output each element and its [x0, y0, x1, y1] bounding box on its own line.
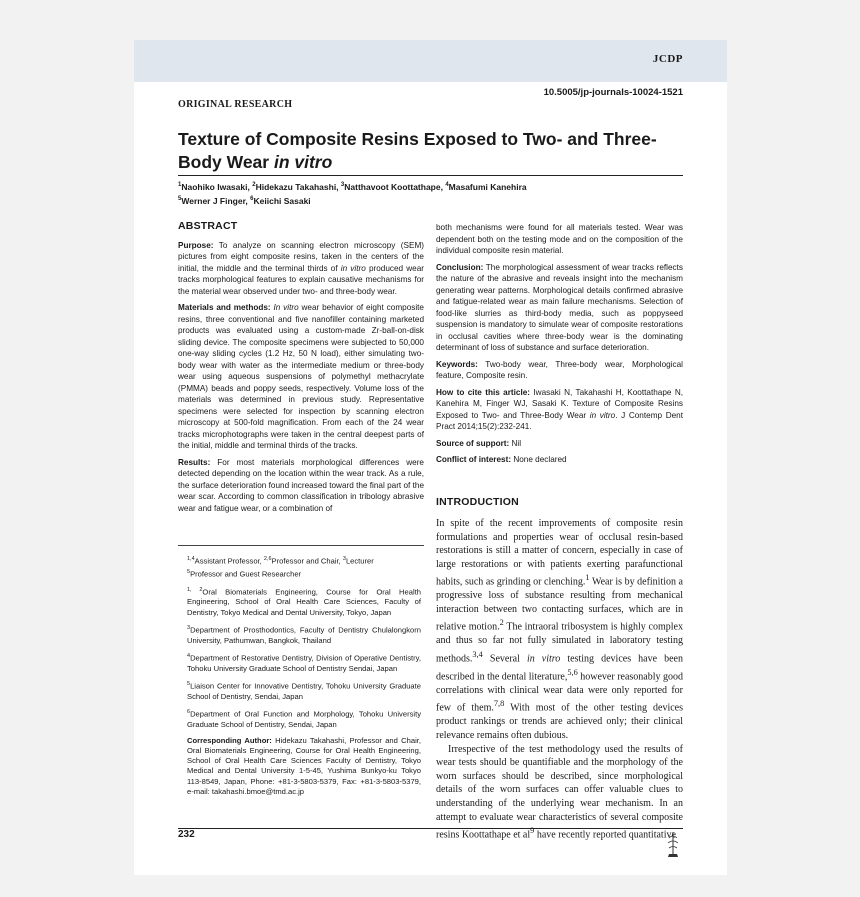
intro-paragraph: In spite of the recent improvements of composite resin formulations and properties wear of occlusal resin-based restorations is still a matter of concern, especially in case of large restorations or with patients exerting parafunctional habits, such as grinding or clenching.$^1$ Wear is by definition a progressive loss of substance resulting from mechanical interaction between two contacting surfaces, which are in relative motion.$^2$ The intraoral tribosystem is highly complex and thus so far not fully simulated in laboratory testing methods.$^{3,4}$ Several in vitro testing devices have been described in the dental literature,$^{5,6}$ however reasonably good correlations with clinical wear data were only reported for few of them.$^{7,8}$ With most of the other testing devices product rankings or trends are achieved only; their clinical relevance remains often dubious.	[436, 518, 684, 741]
keywords: Keywords: Two-body wear, Three-body wear, Morphological feature, Composite resin.	[436, 359, 683, 380]
author-roles: $^{1,4}$Assistant Professor, $^{2,6}$Professor and Chair, $^3$Lecturer $^5$Professor and Guest Researcher	[187, 556, 374, 579]
abstract-results: Results: For most materials morphological differences were detected depending on the location within the wear track. As a rule, the surface deterioration found increased toward the final part of the wear scar. According to common classification in tribology abrasive wear and fatigue wear, or a combination of	[178, 457, 424, 513]
abstract-results-continued: both mechanisms were found for all materials tested. Wear was dependent both on the testing mode and on the composition of the individual composite resin material.	[436, 223, 683, 255]
page-number: 232	[178, 829, 195, 840]
intro-paragraph: Irrespective of the test methodology used the results of wear tests should be quantifiable and the morphology of the worn surfaces should be described, since morphological details of the worn surfaces can offer valuable clues to understanding of the underlying wear mechanism. In an attempt to evaluate wear characteristics of several composite resins Koottathape et $al^9$ have recently reported quantitative	[436, 743, 683, 841]
author: $^4$Masafumi Kanehira	[445, 181, 527, 192]
abstract-conclusion: Conclusion: The morphological assessment of wear tracks reflects the nature of the abrasive and reveals insight into the mechanism generating wear patterns. Morphological details confirmed abrasive and fatigue-related wear as main failure mechanisms. Selection of food-like slurries as third-body media, such as poppyseed suspension is mandatory to simulate wear of composite restorations in occlusal cavities where three-body wear is the dominating determinant of loss of substance and surface deterioration.	[436, 262, 683, 352]
corresponding-author: Corresponding Author: Hidekazu Takahashi, Professor and Chair, Oral Biomaterials Engineering, Course for Oral Health Engineering, School of Oral Health Care Sciences Faculty of Dentistry, Tokyo Medical and Dental University 1-5-45, Yushima Bunkyo-ku Tokyo 113-8549, Japan, Phone: +81-3-5803-5379, Fax: +81-3-5803-5379, e-mail: takahashi.bmoe@tmd.ac.jp	[187, 735, 421, 797]
introduction-heading: INTRODUCTION	[436, 496, 519, 508]
abstract-column-right	[436, 222, 683, 471]
journal-page	[134, 40, 727, 875]
publisher-logo-icon	[665, 830, 681, 860]
introduction-body	[436, 517, 683, 842]
affiliation: $^6$Department of Oral Function and Morphology, Tohoku University Graduate School of Dentistry, Sendai, Japan	[187, 709, 421, 730]
author: $^6$Keiichi Sasaki	[250, 195, 311, 206]
abstract-purpose: Purpose: To analyze on scanning electron microscopy (SEM) pictures from eight composite resins, taken in the centers of the initial, the middle and the terminal thirds of in vitro produced wear tracks morphological features to explain causative mechanisms for the material wear observed under two- and three-body wear.	[178, 240, 424, 296]
author: $^1$Naohiko Iwasaki,	[178, 181, 253, 192]
author: $^5$Werner J Finger,	[178, 195, 251, 206]
abstract-heading: ABSTRACT	[178, 220, 238, 232]
affiliation: $^{1, 2}$Oral Biomaterials Engineering, Course for Oral Health Engineering, School of Oral Health Care Sciences, Faculty of Dentistry, Tokyo Medical and Dental University, Tokyo, Japan	[187, 586, 421, 617]
affiliation: $^3$Department of Prosthodontics, Faculty of Dentistry Chulalongkorn University, Pathumwan, Bangkok, Thailand	[187, 625, 421, 645]
abstract-methods: Materials and methods: In vitro wear behavior of eight composite resins, three conventional and five nanofiller containing marketed products was evaluated using a custom-made Zr-ball-on-disk sliding device. The composite specimens were subjected to 50,000 one-way sliding cycles (1.2 Hz, 50 N load), either simulating two-body wear with water as the intermediate medium or three-body wear using aqueous suspensions of polymethyl methacrylate (PMMA) beads and poppy seeds, respectively. Volume loss of the materials was determined in previous study. Representative specimens were selected for inspection by scanning electron microscopy at 500-fold magnification. From each of the 24 wear tracks microphotographs were taken in the central deepest parts of the initial, middle and terminal thirds of the tracks.	[178, 303, 424, 450]
affiliations-box	[178, 545, 424, 831]
doi[interactable]: 10.5005/jp-journals-10024-1521	[543, 87, 683, 98]
citation: How to cite this article: Iwasaki N, Takahashi H, Koottathape N, Kanehira M, Finger WJ, Sasaki K. Texture of Composite Resins Exposed to Two- and Three-Body Wear in vitro. J Contemp Dent Pract 2014;15(2):232-241.	[436, 387, 684, 431]
author-list	[178, 179, 683, 207]
introduction-heading-wrap	[436, 497, 683, 514]
journal-name: JCDP	[652, 53, 683, 65]
title-divider	[178, 175, 683, 176]
article-title: Texture of Composite Resins Exposed to Two- and Three-Body Wear in vitro	[178, 129, 657, 172]
abstract-column-left	[178, 221, 424, 519]
author: $^3$Natthavoot Koottathape,	[340, 181, 446, 192]
affiliation: $^5$Liaison Center for Innovative Dentistry, Tohoku University Graduate School of Dentistry, Sendai, Japan	[187, 681, 421, 702]
section-label: ORIGINAL RESEARCH	[178, 99, 293, 110]
source-of-support: Source of support: Nil	[436, 438, 522, 448]
conflict-of-interest: Conflict of interest: None declared	[436, 455, 567, 464]
affiliation: $^4$Department of Restorative Dentistry, Division of Operative Dentistry, Tohoku University Graduate School of Dentistry Sendai, Japan	[187, 653, 421, 674]
header-band	[134, 40, 727, 82]
author: $^2$Hidekazu Takahashi,	[252, 181, 341, 192]
footer-divider	[178, 828, 683, 829]
